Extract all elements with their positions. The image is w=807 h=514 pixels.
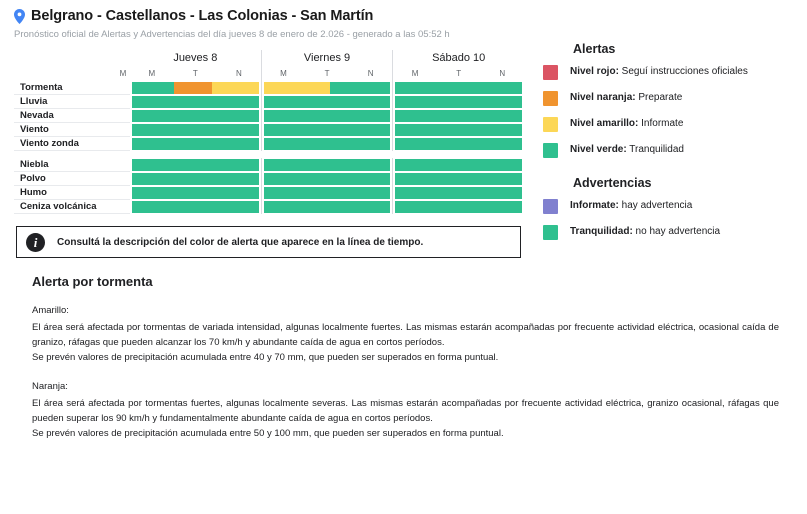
legend-text [570, 143, 770, 158]
advertencias-legend-title: Advertencias [573, 176, 652, 190]
left-pane [0, 40, 540, 258]
alert-day-cell[interactable] [130, 81, 261, 95]
alert-timeline [0, 50, 540, 214]
alert-segment[interactable] [264, 187, 391, 199]
alert-day-cell[interactable] [392, 109, 524, 123]
legend-level-desc: hay advertencia [618, 200, 693, 211]
description-level-label: Amarillo: [32, 305, 69, 316]
legend-color-swatch [543, 117, 558, 132]
alert-day-cell[interactable] [261, 200, 393, 214]
hazard-row-bars [116, 81, 524, 95]
title-row [14, 8, 807, 24]
content-area [0, 40, 807, 258]
legend-level-desc: Seguí instrucciones oficiales [618, 66, 748, 77]
legend-color-swatch [543, 65, 558, 80]
hazard-row [14, 200, 524, 214]
hazard-row-label: Polvo [14, 172, 116, 186]
legend-item [540, 117, 807, 132]
hazard-rows-group-secondary [14, 158, 524, 214]
alert-segment[interactable] [132, 187, 259, 199]
alert-day-cell[interactable] [392, 123, 524, 137]
legend-item [540, 143, 807, 158]
hour-label: T [324, 69, 330, 78]
legend-pane [540, 40, 807, 251]
alert-day-cell[interactable] [261, 95, 393, 109]
description-blocks [32, 305, 779, 441]
hazard-row-bars [116, 95, 524, 109]
description-title: Alerta por tormenta [32, 274, 153, 289]
legend-level-name: Nivel rojo: [570, 66, 619, 77]
alert-day-cell[interactable] [130, 123, 261, 137]
alert-day-cell[interactable] [130, 186, 261, 200]
hour-label: M [280, 69, 287, 78]
hazard-row-bars [116, 158, 524, 172]
alert-day-cell[interactable] [261, 172, 393, 186]
timeline-grid [14, 50, 524, 214]
alert-day-cell[interactable] [392, 137, 524, 151]
alert-segment[interactable] [395, 159, 522, 171]
hour-group-day-2 [261, 66, 393, 81]
pre-day-cell [116, 172, 130, 186]
legend-level-desc: no hay advertencia [632, 226, 721, 237]
alert-segment[interactable] [264, 110, 391, 122]
description-paragraph: Se prevén valores de precipitación acumulada entre 50 y 100 mm, que pueden ser superados en forma puntual. [32, 428, 504, 439]
alert-day-cell[interactable] [130, 200, 261, 214]
pre-day-cell [116, 109, 130, 123]
alertas-legend-title: Alertas [573, 42, 616, 56]
hazard-row [14, 137, 524, 151]
alert-day-cell[interactable] [392, 186, 524, 200]
alert-segment[interactable] [264, 159, 391, 171]
hazard-row-label: Humo [14, 186, 116, 200]
legend-text [570, 199, 770, 214]
hazard-row-bars [116, 123, 524, 137]
alert-day-cell[interactable] [392, 200, 524, 214]
description-block [32, 305, 779, 365]
info-banner [16, 226, 521, 258]
hour-group-day-3 [392, 66, 524, 81]
hazard-row-label: Ceniza volcánica [14, 200, 116, 214]
alert-day-cell[interactable] [261, 123, 393, 137]
description-block [32, 381, 779, 441]
hour-group-day-1 [130, 66, 261, 81]
hazard-row [14, 81, 524, 95]
hazard-row [14, 95, 524, 109]
hazard-row-label: Lluvia [14, 95, 116, 109]
alert-segment[interactable] [264, 124, 391, 136]
alert-day-cell[interactable] [392, 95, 524, 109]
page-header [0, 0, 807, 40]
page-subtitle: Pronóstico oficial de Alertas y Advertencias del día jueves 8 de enero de 2.026 - generado a las 05:52 h [14, 29, 450, 40]
advertencias-legend-list [540, 199, 807, 240]
legend-text [570, 91, 770, 106]
info-icon: i [26, 233, 45, 252]
hazard-row [14, 186, 524, 200]
legend-level-desc: Preparate [635, 92, 683, 103]
hazard-row-label: Viento zonda [14, 137, 116, 151]
alert-segment[interactable] [395, 82, 522, 94]
hour-label: N [367, 69, 374, 78]
alert-segment[interactable] [264, 138, 391, 150]
hazard-row [14, 172, 524, 186]
legend-color-swatch [543, 199, 558, 214]
hazard-row-bars [116, 186, 524, 200]
legend-level-desc: Tranquilidad [626, 144, 684, 155]
alert-segment[interactable] [395, 187, 522, 199]
hazard-row-bars [116, 137, 524, 151]
info-banner-text: Consultá la descripción del color de alerta que aparece en la línea de tiempo. [57, 236, 424, 248]
pre-day-cell [116, 123, 130, 137]
alert-segment[interactable] [132, 201, 259, 213]
hour-label: T [456, 69, 462, 78]
description-level-label: Naranja: [32, 381, 68, 392]
description-paragraph: El área será afectada por tormentas de variada intensidad, algunas localmente fuertes. Las mismas estarán acompañadas por frecuente actividad eléctrica, ocasional caída de granizo, ráfagas que pueden alcanzar los 70 km/h y abundante caída de agua en cortos períodos. [32, 322, 779, 348]
hazard-rows-group-primary [14, 81, 524, 151]
day-header-1: Jueves 8 [173, 52, 218, 64]
day-header-2: Viernes 9 [261, 50, 393, 66]
legend-color-swatch [543, 143, 558, 158]
hour-label: T [192, 69, 198, 78]
alert-day-cell[interactable] [261, 137, 393, 151]
alert-day-cell[interactable] [392, 158, 524, 172]
pre-day-cell [116, 200, 130, 214]
hour-label: M [148, 69, 156, 78]
hazard-row [14, 123, 524, 137]
alert-segment[interactable] [132, 124, 259, 136]
alert-segment[interactable] [395, 138, 522, 150]
hazard-row-label: Niebla [14, 158, 116, 172]
description-paragraph: Se prevén valores de precipitación acumulada entre 40 y 70 mm, que pueden ser superados en forma puntual. [32, 352, 499, 363]
hazard-row-bars [116, 109, 524, 123]
alertas-legend-list [540, 65, 807, 158]
legend-text [570, 65, 770, 80]
alert-segment[interactable] [132, 173, 259, 185]
alert-segment[interactable] [132, 138, 259, 150]
alert-day-cell[interactable] [261, 109, 393, 123]
alert-segment[interactable] [395, 110, 522, 122]
alert-day-cell[interactable] [392, 172, 524, 186]
alert-segment[interactable] [395, 124, 522, 136]
description-paragraph: El área será afectada por tormentas fuertes, algunas localmente severas. Las mismas estarán acompañadas por frecuente actividad eléctrica, granizo ocasional, ráfagas que pueden superar los 90 km/h y fundamentalmente abundante caída de agua en cortos períodos. [32, 398, 779, 424]
alert-segment[interactable] [264, 82, 330, 94]
legend-level-name: Tranquilidad: [570, 226, 633, 237]
hazard-row-label: Tormenta [14, 81, 116, 95]
alert-segment[interactable] [264, 201, 391, 213]
legend-color-swatch [543, 225, 558, 240]
alert-segment[interactable] [132, 82, 174, 94]
alert-segment[interactable] [132, 110, 259, 122]
alert-day-cell[interactable] [261, 186, 393, 200]
alert-day-cell[interactable] [261, 158, 393, 172]
alert-day-cell[interactable] [130, 109, 261, 123]
legend-item [540, 225, 807, 240]
alert-day-cell[interactable] [130, 172, 261, 186]
hazard-row-label: Viento [14, 123, 116, 137]
legend-level-name: Nivel verde: [570, 144, 627, 155]
legend-item [540, 199, 807, 214]
day-header-3: Sábado 10 [392, 50, 524, 66]
pre-hour-label: M [119, 69, 127, 78]
legend-level-desc: Informate [638, 118, 684, 129]
alert-day-cell[interactable] [130, 137, 261, 151]
alert-segment[interactable] [132, 159, 259, 171]
location-pin-icon [14, 9, 25, 24]
alert-day-cell[interactable] [130, 158, 261, 172]
alert-day-cell[interactable] [130, 95, 261, 109]
alert-segment[interactable] [174, 82, 212, 94]
legend-item [540, 65, 807, 80]
hazard-row [14, 158, 524, 172]
page-title: Belgrano - Castellanos - Las Colonias - San Martín [31, 8, 374, 24]
hour-label: N [236, 69, 242, 78]
alert-segment[interactable] [264, 96, 391, 108]
legend-text [570, 117, 770, 132]
hazard-row-bars [116, 200, 524, 214]
alert-segment[interactable] [395, 96, 522, 108]
alert-segment[interactable] [264, 173, 391, 185]
row-group-gap [14, 151, 524, 158]
hazard-row [14, 109, 524, 123]
alert-segment[interactable] [132, 96, 259, 108]
pre-day-cell [116, 81, 130, 95]
alert-segment[interactable] [395, 201, 522, 213]
pre-day-cell [116, 186, 130, 200]
legend-level-name: Nivel naranja: [570, 92, 636, 103]
alert-day-cell[interactable] [392, 81, 524, 95]
hazard-row-label: Nevada [14, 109, 116, 123]
alert-description [0, 274, 807, 441]
pre-day-cell [116, 95, 130, 109]
alert-segment[interactable] [395, 173, 522, 185]
hour-headers [130, 66, 524, 81]
legend-text [570, 225, 770, 240]
timeline-hour-header-row [14, 66, 524, 81]
timeline-day-header-row [14, 50, 524, 66]
alert-segment[interactable] [212, 82, 259, 94]
pre-day-cell [116, 137, 130, 151]
hazard-row-bars [116, 172, 524, 186]
hour-label: M [411, 69, 419, 78]
legend-item [540, 91, 807, 106]
pre-day-cell [116, 158, 130, 172]
alert-day-cell[interactable] [261, 81, 393, 95]
legend-level-name: Informate: [570, 200, 619, 211]
legend-color-swatch [543, 91, 558, 106]
hour-label: N [499, 69, 506, 78]
alert-segment[interactable] [330, 82, 391, 94]
day-headers [130, 50, 524, 66]
legend-level-name: Nivel amarillo: [570, 118, 639, 129]
